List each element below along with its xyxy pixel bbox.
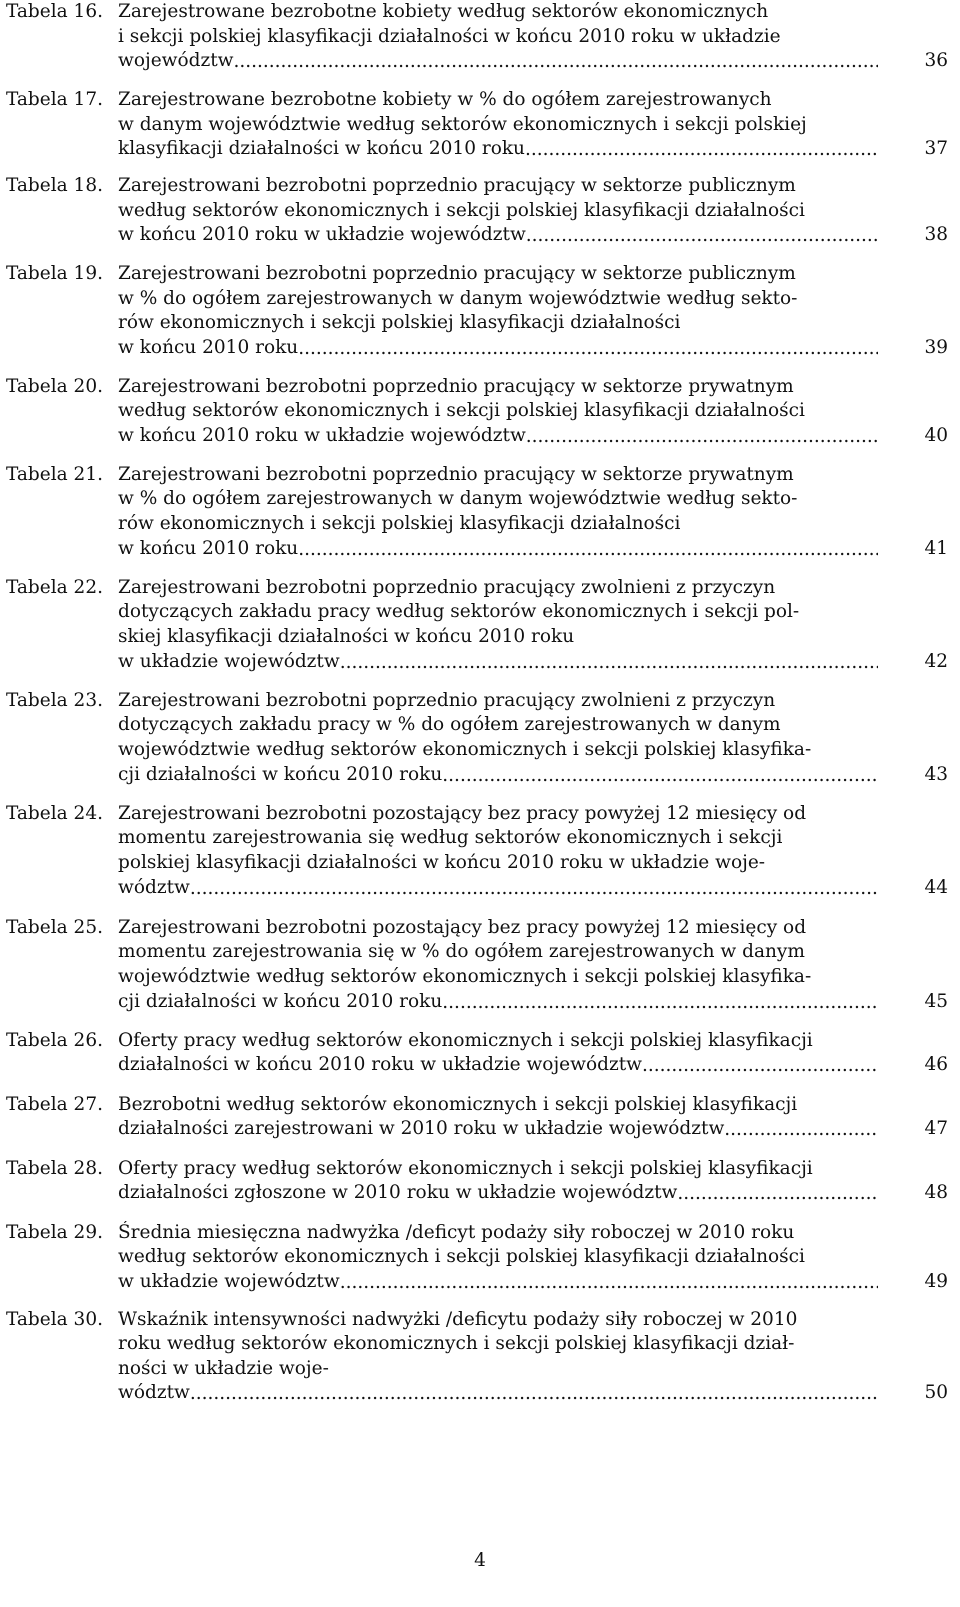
toc-title-text: działalności w końcu 2010 roku w układzie województw ..... xyxy=(118,1054,642,1075)
toc-entry-title xyxy=(118,1093,878,1142)
toc-entry-title xyxy=(118,916,878,1014)
toc-title-line xyxy=(118,25,878,50)
toc-page-number: 38 xyxy=(908,223,948,248)
toc-title-text: skiej klasyfikacji działalności w końcu 2010 roku xyxy=(118,626,575,647)
toc-page-number: 39 xyxy=(908,336,948,361)
toc-title-line xyxy=(118,49,878,74)
toc-title-line xyxy=(118,990,878,1015)
toc-title-line xyxy=(118,625,878,650)
toc-title-line xyxy=(118,487,878,512)
toc-title-line xyxy=(118,311,878,336)
toc-title-text: wództw ..... xyxy=(118,877,190,898)
toc-table-label: Tabela 22. xyxy=(6,576,103,598)
toc-title-text: w danym województwie według sektorów ekonomicznych i sekcji polskiej xyxy=(118,113,807,135)
toc-entry-title xyxy=(118,1221,878,1295)
toc-entry xyxy=(6,262,956,360)
toc-title-line xyxy=(118,738,878,763)
toc-page-number: 45 xyxy=(908,990,948,1015)
toc-title-text: rów ekonomicznych i sekcji polskiej klasyfikacji działalności xyxy=(118,513,681,535)
toc-title-line xyxy=(118,851,878,876)
toc-page-number: 36 xyxy=(908,49,948,74)
toc-title-line xyxy=(118,1308,878,1333)
toc-page-number: 50 xyxy=(908,1381,948,1406)
toc-title-text: w układzie województw ..... xyxy=(118,1271,340,1292)
toc-title-text: wództw ..... xyxy=(118,1382,190,1403)
toc-title-line xyxy=(118,763,878,788)
toc-table-label: Tabela 16. xyxy=(6,1,103,22)
toc-entry xyxy=(6,463,956,561)
toc-title-line xyxy=(118,576,878,601)
toc-title-text: ności w układzie woje- xyxy=(118,1357,329,1379)
toc-title-line xyxy=(118,174,878,199)
toc-title-text: rów ekonomicznych i sekcji polskiej klasyfikacji działalności xyxy=(118,312,681,334)
toc-title-text: Zarejestrowani bezrobotni poprzednio pracujący zwolnieni z przyczyn xyxy=(118,576,776,598)
toc-title-line xyxy=(118,463,878,488)
toc-title-line xyxy=(118,940,878,965)
toc-entry xyxy=(6,1157,956,1206)
toc-title-line xyxy=(118,1381,878,1406)
toc-title-line xyxy=(118,336,878,361)
toc-title-text: Zarejestrowane bezrobotne kobiety w % do ogółem zarejestrowanych xyxy=(118,88,772,110)
toc-title-line xyxy=(118,600,878,625)
toc-title-line xyxy=(118,137,878,162)
toc-title-text: według sektorów ekonomicznych i sekcji polskiej klasyfikacji działalności xyxy=(118,400,805,422)
toc-entry xyxy=(6,174,956,248)
toc-title-line xyxy=(118,287,878,312)
toc-entry-title xyxy=(118,1029,878,1078)
toc-title-line xyxy=(118,113,878,138)
toc-entry-title xyxy=(118,262,878,360)
toc-title-text: w końcu 2010 roku w układzie województw ..... xyxy=(118,425,526,446)
toc-entry-title xyxy=(118,576,878,674)
toc-table-label: Tabela 30. xyxy=(6,1308,103,1330)
toc-title-text: działalności zgłoszone w 2010 roku w układzie województw ..... xyxy=(118,1182,677,1203)
toc-entry xyxy=(6,916,956,1014)
toc-page-number: 43 xyxy=(908,763,948,788)
toc-title-text: i sekcji polskiej klasyfikacji działalności w końcu 2010 roku w układzie xyxy=(118,25,781,47)
toc-title-line xyxy=(118,0,878,25)
toc-entry xyxy=(6,689,956,787)
toc-title-text: w układzie województw ..... xyxy=(118,651,340,672)
toc-title-line xyxy=(118,512,878,537)
toc-title-text: cji działalności w końcu 2010 roku ..... xyxy=(118,764,442,785)
toc-title-text: Zarejestrowani bezrobotni poprzednio pracujący w sektorze prywatnym xyxy=(118,463,794,485)
toc-title-text: w % do ogółem zarejestrowanych w danym województwie według sekto- xyxy=(118,488,798,510)
toc-table-label: Tabela 21. xyxy=(6,463,103,485)
toc-entry-title xyxy=(118,0,878,74)
toc-title-line xyxy=(118,916,878,941)
toc-title-line xyxy=(118,1053,878,1078)
toc-entry xyxy=(6,1029,956,1078)
toc-title-text: Zarejestrowane bezrobotne kobiety według sektorów ekonomicznych xyxy=(118,1,769,22)
toc-title-text: Zarejestrowani bezrobotni pozostający bez pracy powyżej 12 miesięcy od xyxy=(118,916,807,938)
toc-title-text: Zarejestrowani bezrobotni poprzednio pracujący zwolnieni z przyczyn xyxy=(118,689,776,711)
toc-title-line xyxy=(118,1357,878,1382)
toc-entry xyxy=(6,1093,956,1142)
toc-title-line xyxy=(118,1332,878,1357)
toc-table-label: Tabela 28. xyxy=(6,1157,103,1179)
toc-title-text: klasyfikacji działalności w końcu 2010 roku ..... xyxy=(118,138,525,159)
toc-page-number: 44 xyxy=(908,876,948,901)
toc-entry-title xyxy=(118,375,878,449)
toc-title-line xyxy=(118,689,878,714)
toc-title-text: roku według sektorów ekonomicznych i sekcji polskiej klasyfikacji dział- xyxy=(118,1333,795,1355)
toc-entry xyxy=(6,0,956,74)
toc-table-label: Tabela 20. xyxy=(6,375,103,397)
toc-page-number: 48 xyxy=(908,1181,948,1206)
toc-title-line xyxy=(118,223,878,248)
toc-entry xyxy=(6,802,956,900)
toc-title-text: momentu zarejestrowania się według sektorów ekonomicznych i sekcji xyxy=(118,827,783,849)
toc-title-text: w końcu 2010 roku ..... xyxy=(118,337,298,358)
toc-title-text: województwie według sektorów ekonomicznych i sekcji polskiej klasyfika- xyxy=(118,738,812,760)
toc-page-number: 47 xyxy=(908,1117,948,1142)
toc-entry-title xyxy=(118,88,878,162)
toc-entry-title xyxy=(118,174,878,248)
toc-title-text: momentu zarejestrowania się w % do ogółem zarejestrowanych w danym xyxy=(118,941,805,963)
toc-entry xyxy=(6,88,956,162)
toc-title-text: dotyczących zakładu pracy według sektorów ekonomicznych i sekcji pol- xyxy=(118,601,800,623)
toc-table-label: Tabela 27. xyxy=(6,1093,103,1115)
toc-title-text: Zarejestrowani bezrobotni pozostający bez pracy powyżej 12 miesięcy od xyxy=(118,802,807,824)
toc-title-line xyxy=(118,876,878,901)
toc-title-text: dotyczących zakładu pracy w % do ogółem zarejestrowanych w danym xyxy=(118,714,781,736)
toc-title-line xyxy=(118,1270,878,1295)
toc-entry xyxy=(6,1221,956,1295)
toc-entry-title xyxy=(118,689,878,787)
toc-title-line xyxy=(118,1093,878,1118)
toc-title-line xyxy=(118,537,878,562)
toc-table-label: Tabela 24. xyxy=(6,802,103,824)
toc-title-text: województwie według sektorów ekonomicznych i sekcji polskiej klasyfika- xyxy=(118,965,812,987)
toc-title-line xyxy=(118,1117,878,1142)
toc-page-number: 41 xyxy=(908,537,948,562)
toc-entry-title xyxy=(118,463,878,561)
toc-title-line xyxy=(118,713,878,738)
toc-table-label: Tabela 26. xyxy=(6,1029,103,1051)
toc-entry-title xyxy=(118,1308,878,1406)
toc-title-line xyxy=(118,826,878,851)
toc-page-number: 37 xyxy=(908,137,948,162)
page-number: 4 xyxy=(474,1550,486,1571)
toc-table-label: Tabela 17. xyxy=(6,88,103,110)
toc-title-text: Oferty pracy według sektorów ekonomicznych i sekcji polskiej klasyfikacji xyxy=(118,1029,813,1051)
toc-table-label: Tabela 23. xyxy=(6,689,103,711)
toc-title-text: w % do ogółem zarejestrowanych w danym województwie według sekto- xyxy=(118,287,798,309)
toc-entry-title xyxy=(118,1157,878,1206)
toc-title-text: w końcu 2010 roku ..... xyxy=(118,538,298,559)
table-of-contents xyxy=(6,0,956,1406)
toc-title-line xyxy=(118,965,878,990)
toc-entry xyxy=(6,375,956,449)
toc-entry-title xyxy=(118,802,878,900)
toc-title-text: Zarejestrowani bezrobotni poprzednio pracujący w sektorze prywatnym xyxy=(118,375,794,397)
toc-entry xyxy=(6,576,956,674)
toc-title-line xyxy=(118,199,878,224)
toc-title-line xyxy=(118,650,878,675)
toc-title-text: polskiej klasyfikacji działalności w końcu 2010 roku w układzie woje- xyxy=(118,851,766,873)
toc-title-text: Wskaźnik intensywności nadwyżki /deficytu podaży siły roboczej w 2010 xyxy=(118,1308,798,1330)
toc-title-text: cji działalności w końcu 2010 roku ..... xyxy=(118,991,442,1012)
toc-title-text: w końcu 2010 roku w układzie województw ..... xyxy=(118,224,526,245)
toc-title-line xyxy=(118,1221,878,1246)
toc-title-text: Bezrobotni według sektorów ekonomicznych i sekcji polskiej klasyfikacji xyxy=(118,1093,798,1115)
toc-title-line xyxy=(118,88,878,113)
toc-title-line xyxy=(118,802,878,827)
toc-title-line xyxy=(118,262,878,287)
toc-title-line xyxy=(118,1181,878,1206)
toc-entry xyxy=(6,1308,956,1406)
toc-title-text: według sektorów ekonomicznych i sekcji polskiej klasyfikacji działalności xyxy=(118,199,805,221)
toc-page-number: 42 xyxy=(908,650,948,675)
toc-page-number: 49 xyxy=(908,1270,948,1295)
toc-title-line xyxy=(118,424,878,449)
toc-table-label: Tabela 29. xyxy=(6,1221,103,1243)
toc-title-text: działalności zarejestrowani w 2010 roku w układzie województw ..... xyxy=(118,1118,724,1139)
toc-title-line xyxy=(118,1245,878,1270)
toc-table-label: Tabela 18. xyxy=(6,174,103,196)
toc-page-number: 46 xyxy=(908,1053,948,1078)
toc-page-number: 40 xyxy=(908,424,948,449)
toc-title-text: Zarejestrowani bezrobotni poprzednio pracujący w sektorze publicznym xyxy=(118,174,796,196)
toc-title-text: według sektorów ekonomicznych i sekcji polskiej klasyfikacji działalności xyxy=(118,1246,805,1268)
toc-title-line xyxy=(118,399,878,424)
toc-title-line xyxy=(118,375,878,400)
toc-title-text: Zarejestrowani bezrobotni poprzednio pracujący w sektorze publicznym xyxy=(118,262,796,284)
toc-table-label: Tabela 19. xyxy=(6,262,103,284)
toc-table-label: Tabela 25. xyxy=(6,916,103,938)
toc-title-line xyxy=(118,1157,878,1182)
toc-title-line xyxy=(118,1029,878,1054)
toc-title-text: Średnia miesięczna nadwyżka /deficyt podaży siły roboczej w 2010 roku xyxy=(118,1221,795,1243)
toc-title-text: Oferty pracy według sektorów ekonomicznych i sekcji polskiej klasyfikacji xyxy=(118,1157,813,1179)
toc-title-text: województw ..... xyxy=(118,50,234,71)
